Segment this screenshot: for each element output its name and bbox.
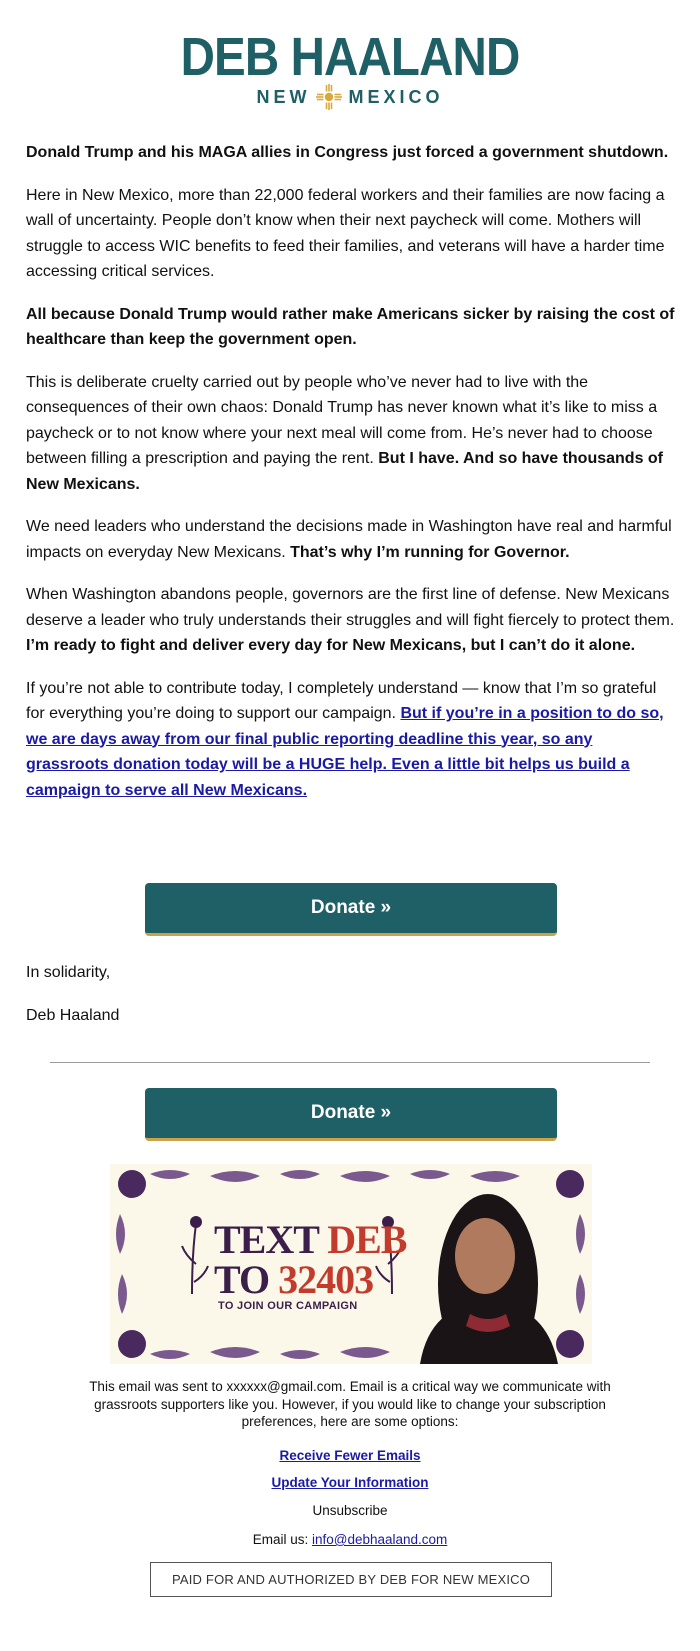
paragraph-1: Donald Trump and his MAGA allies in Congress just forced a government shutdown. bbox=[26, 144, 669, 161]
paragraph-6 bbox=[26, 582, 676, 659]
footer-notice: This email was sent to xxxxxx@gmail.com. Email is a critical way we communicate with grassroots supporters like you. However, if you would like to change your subscription preferences, here are some options: bbox=[89, 1379, 611, 1429]
email-us-label: Email us: bbox=[252, 1532, 312, 1547]
paragraph-5 bbox=[26, 514, 676, 565]
banner-subtitle: TO JOIN OUR CAMPAIGN bbox=[218, 1300, 358, 1312]
donate-text-link[interactable]: But if you’re in a position to do so, we are days away from our final public reporting deadline this year, so any grassroots donation today will be a HUGE help. Even a little bit helps us build a campaign to serve all New Mexicans. bbox=[26, 705, 664, 799]
paragraph-3: All because Donald Trump would rather make Americans sicker by raising the cost of healthcare than keep the government open. bbox=[26, 305, 675, 348]
email-us-row bbox=[0, 1532, 700, 1547]
paragraph-5-text: We need leaders who understand the decisions made in Washington have real and harmful impacts on everyday New Mexicans. bbox=[26, 518, 672, 561]
paragraph-4-text: This is deliberate cruelty carried out by people who’ve never had to live with the consequences of their own chaos: Donald Trump has never known what it’s like to miss a paycheck or to not know where your next meal will come from. He’s never had to choose between filling a prescription and paying the rent. bbox=[26, 373, 658, 467]
signoff-line: In solidarity, bbox=[26, 964, 111, 981]
receive-fewer-emails-link[interactable]: Receive Fewer Emails bbox=[279, 1448, 421, 1463]
banner-shortcode: 32403 bbox=[278, 1257, 374, 1302]
divider bbox=[50, 1062, 650, 1063]
donate-button-secondary[interactable]: Donate » bbox=[145, 1088, 557, 1141]
zia-sun-icon bbox=[316, 84, 342, 110]
paragraph-6-bold: I’m ready to fight and deliver every day for New Mexicans, but I can’t do it alone. bbox=[26, 637, 636, 654]
footer-link-row bbox=[0, 1503, 700, 1518]
footer-link-row bbox=[0, 1475, 700, 1490]
logo-state-right: MEXICO bbox=[348, 87, 444, 107]
banner-line-1 bbox=[214, 1217, 407, 1262]
logo-state-left: NEW bbox=[256, 87, 311, 107]
logo bbox=[0, 28, 700, 110]
footer-link-row bbox=[0, 1448, 700, 1463]
banner-headline bbox=[214, 1217, 407, 1302]
paragraph-6-text: When Washington abandons people, governors are the first line of defense. New Mexicans deserve a leader who truly understands their struggles and will fight fiercely to protect them. bbox=[26, 586, 675, 629]
paragraph-7 bbox=[26, 676, 676, 804]
banner-line-2 bbox=[214, 1257, 406, 1302]
email-address-link[interactable]: info@debhaaland.com bbox=[311, 1532, 448, 1547]
logo-name: DEB HAALAND bbox=[180, 27, 520, 87]
paragraph-7-text: If you’re not able to contribute today, I completely understand — know that I’m so grateful for everything you’re doing to support our campaign. bbox=[26, 679, 657, 722]
update-information-link[interactable]: Update Your Information bbox=[271, 1475, 429, 1490]
email-body bbox=[26, 140, 676, 820]
paragraph-4 bbox=[26, 370, 676, 498]
paragraph-5-bold: That’s why I’m running for Governor. bbox=[290, 543, 570, 561]
paragraph-4-bold: But I have. And so have thousands of New Mexicans. bbox=[26, 450, 664, 493]
paragraph-2: Here in New Mexico, more than 22,000 federal workers and their families are now facing a wall of uncertainty. People don’t know when their next paycheck will come. Mothers will struggle to access WIC benefits to feed their families, and veterans will have a harder time accessing critical services. bbox=[26, 186, 665, 280]
signature: Deb Haaland bbox=[26, 1007, 120, 1024]
text-deb-banner[interactable] bbox=[110, 1164, 592, 1364]
logo-state bbox=[0, 84, 700, 110]
banner-line-1-text: TEXT bbox=[214, 1217, 328, 1262]
unsubscribe-link[interactable]: Unsubscribe bbox=[312, 1503, 388, 1518]
donate-button[interactable]: Donate » bbox=[145, 883, 557, 936]
banner-line-2-text: TO bbox=[214, 1257, 279, 1302]
banner-line-1-keyword: DEB bbox=[327, 1217, 407, 1262]
paid-for-disclaimer: PAID FOR AND AUTHORIZED BY DEB FOR NEW MEXICO bbox=[150, 1562, 552, 1597]
